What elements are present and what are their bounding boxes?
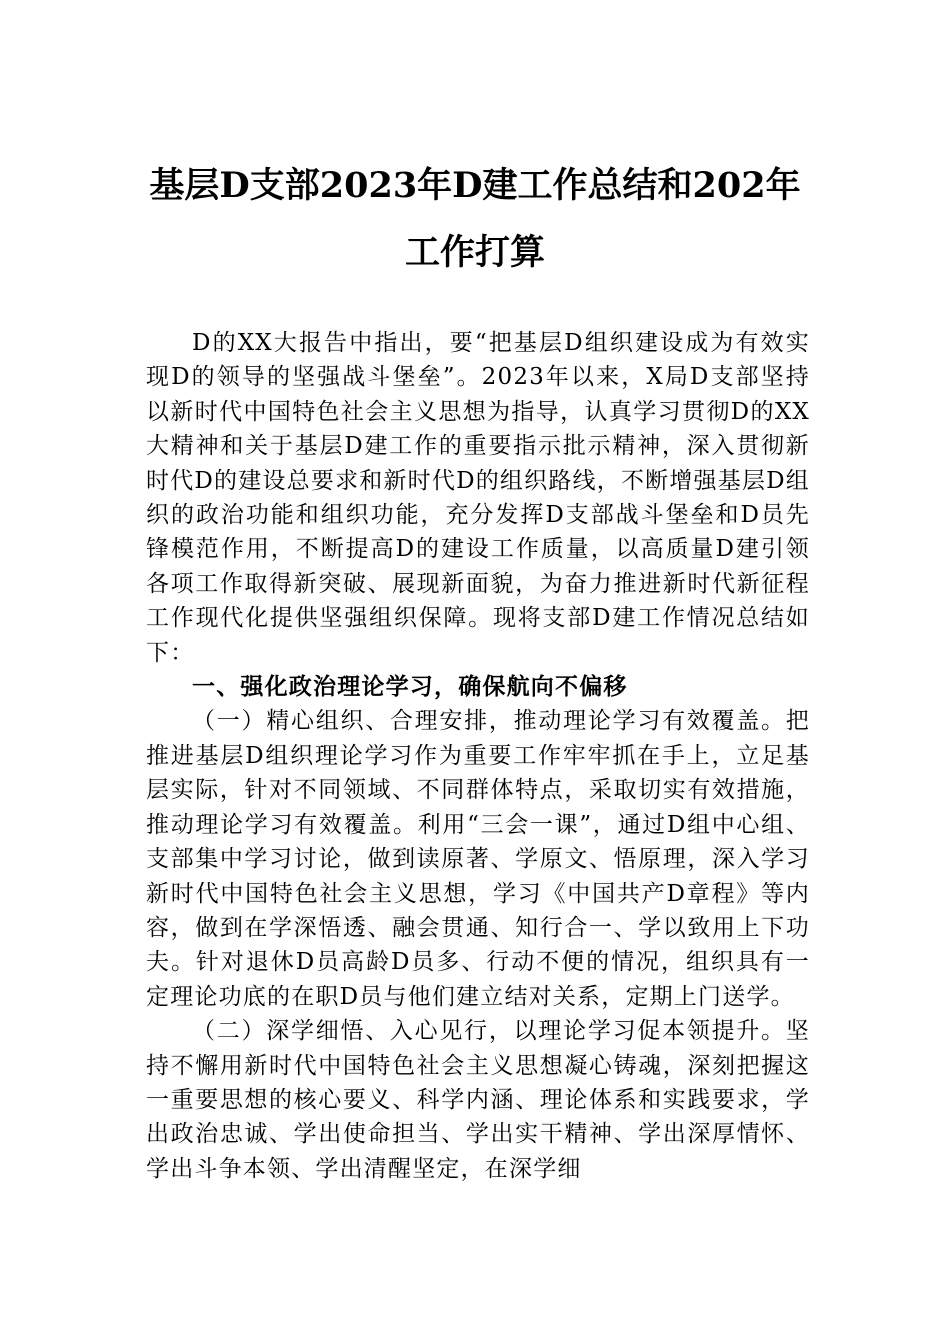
section1-paragraph-1: （一）精心组织、合理安排，推动理论学习有效覆盖。把推进基层D组织理论学习作为重要工作牢牢抓在手上，立足基层实际，针对不同领域、不同群体特点，采取切实有效措施，推动理论学习有效覆盖。利用“三会一课”，通过D组中心组、支部集中学习讨论，做到读原著、学原文、悟原理，深入学习新时代中国特色社会主义思想，学习《中国共产D章程》等内容，做到在学深悟透、融会贯通、知行合一、学以致用上下功夫。针对退休D员高龄D员多、行动不便的情况，组织具有一定理论功底的在职D员与他们建立结对关系，定期上门送学。	[146, 708, 810, 1010]
document-title-line1: 基层D支部2023年D建工作总结和202年	[149, 165, 801, 206]
section-heading-1: 一、强化政治理论学习，确保航向不偏移	[192, 674, 628, 701]
section1-paragraph-2: （二）深学细悟、入心见行，以理论学习促本领提升。坚持不懈用新时代中国特色社会主义思想凝心铸魂，深刻把握这一重要思想的核心要义、科学内涵、理论体系和实践要求，学出政治忠诚、学出使命担当、学出实干精神、学出深厚情怀、学出斗争本领、学出清醒坚定，在深学细	[146, 1018, 810, 1182]
document-title-line2: 工作打算	[404, 232, 545, 273]
document-body	[146, 326, 810, 1186]
intro-paragraph: D的XX大报告中指出，要“把基层D组织建设成为有效实现D的领导的坚强战斗堡垒”。2023年以来，X局D支部坚持以新时代中国特色社会主义思想为指导，认真学习贯彻D的XX大精神和关于基层D建工作的重要指示批示精神，深入贯彻新时代D的建设总要求和新时代D的组织路线，不断增强基层D组织的政治功能和组织功能，充分发挥D支部战斗堡垒和D员先锋模范作用，不断提高D的建设工作质量，以高质量D建引领各项工作取得新突破、展现新面貌，为奋力推进新时代新征程工作现代化提供坚强组织保障。现将支部D建工作情况总结如下：	[146, 330, 810, 666]
